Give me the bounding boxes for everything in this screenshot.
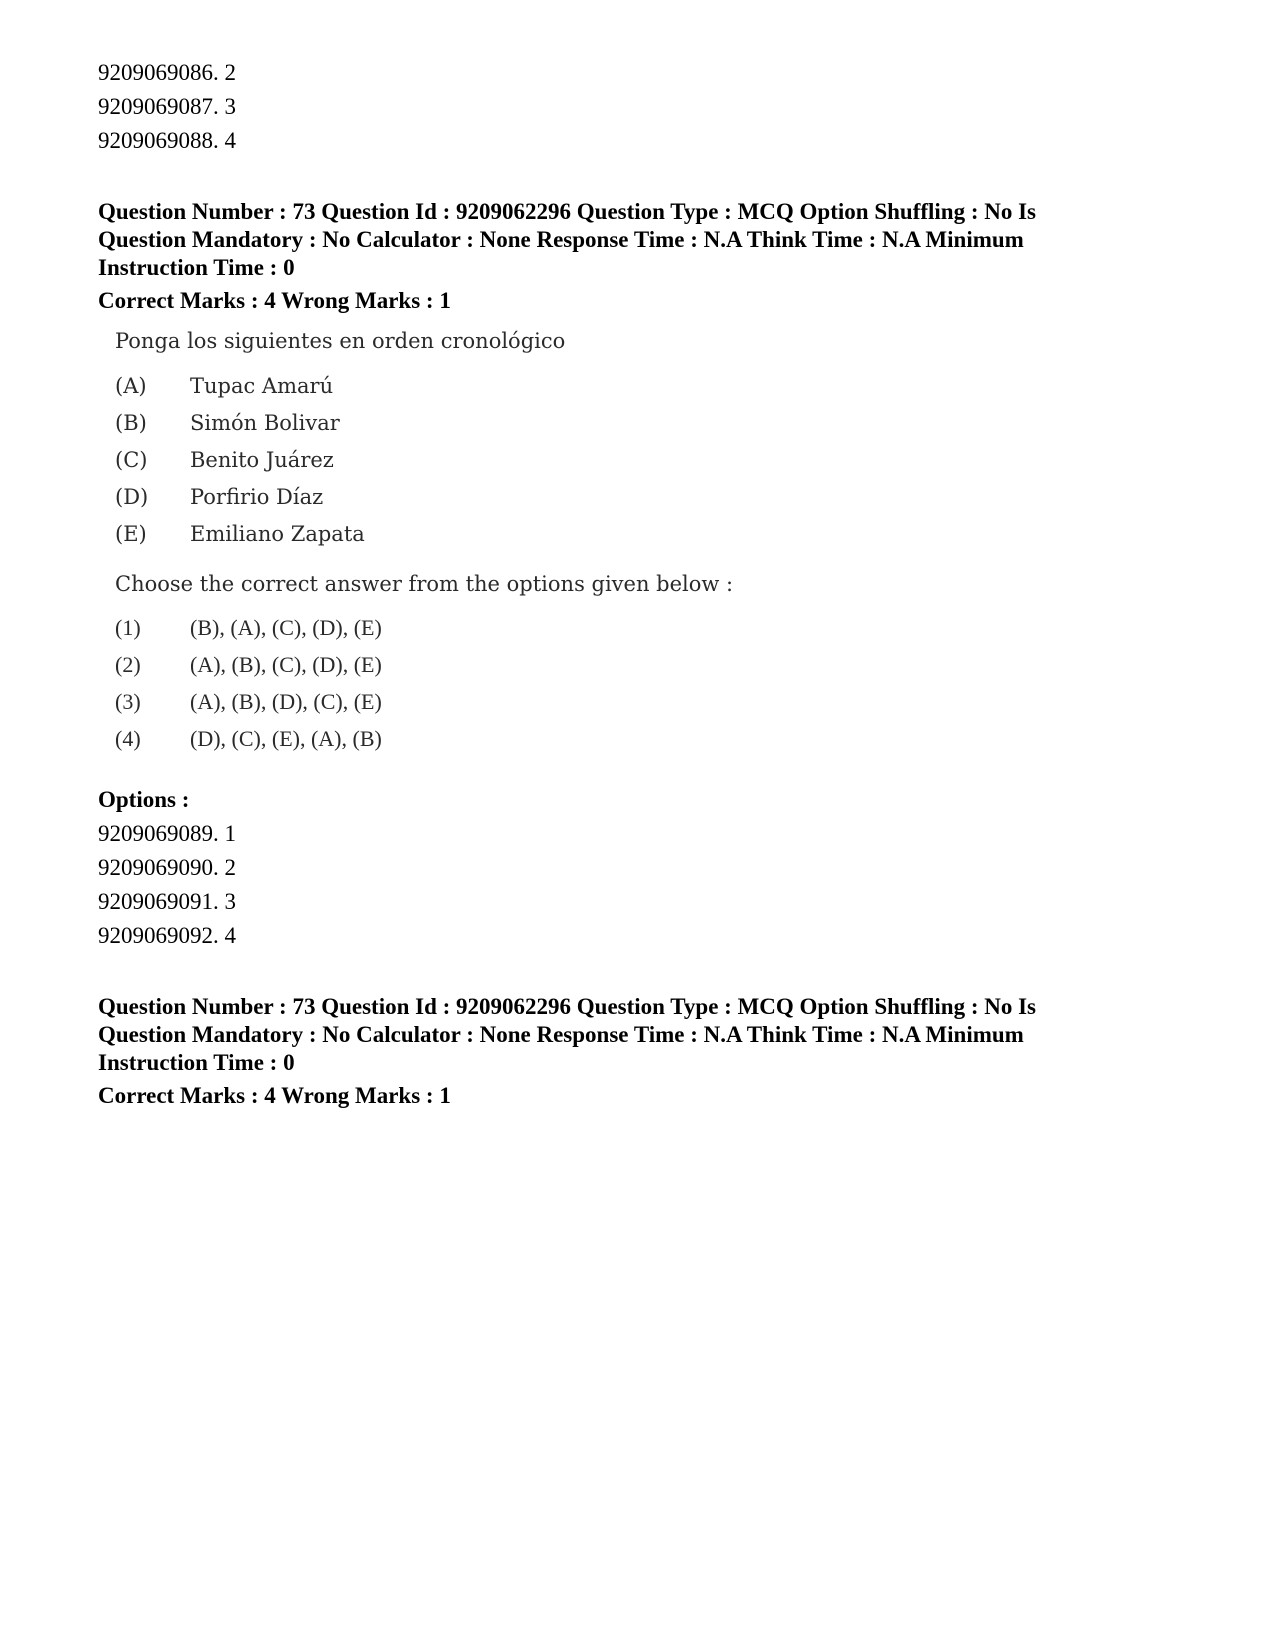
question-header	[98, 993, 1178, 1077]
answer-choice	[115, 646, 1178, 683]
marks-line: Correct Marks : 4 Wrong Marks : 1	[98, 1083, 451, 1108]
option-line: 9209069088. 4	[98, 128, 236, 153]
list-item	[115, 516, 1178, 553]
answer-text: (D), (C), (E), (A), (B)	[190, 726, 382, 751]
answer-key: (4)	[115, 726, 141, 751]
question-header-line: Instruction Time : 0	[98, 255, 295, 280]
options-list	[98, 817, 1178, 953]
answer-text: (A), (B), (C), (D), (E)	[190, 652, 382, 677]
list-item	[115, 405, 1178, 442]
answer-instruction: Choose the correct answer from the options given below :	[115, 572, 734, 596]
options-label: Options :	[98, 787, 190, 812]
answer-text: (A), (B), (D), (C), (E)	[190, 689, 382, 714]
answer-choice	[115, 609, 1178, 646]
list-item	[115, 442, 1178, 479]
list-item	[115, 479, 1178, 516]
item-key: (B)	[115, 411, 147, 435]
item-text: Tupac Amarú	[190, 374, 334, 398]
item-text: Benito Juárez	[190, 448, 334, 472]
question-header-line: Question Mandatory : No Calculator : None Response Time : N.A Think Time : N.A Minimum	[98, 1022, 1024, 1047]
answer-key: (3)	[115, 689, 141, 714]
previous-options-list	[98, 56, 1178, 158]
answer-text: (B), (A), (C), (D), (E)	[190, 615, 382, 640]
list-item	[115, 368, 1178, 405]
marks-line: Correct Marks : 4 Wrong Marks : 1	[98, 288, 451, 313]
question-header	[98, 198, 1178, 282]
option-line: 9209069092. 4	[98, 923, 236, 948]
question-prompt: Ponga los siguientes en orden cronológico	[115, 329, 566, 353]
answer-choice	[115, 720, 1178, 757]
question-header-line: Instruction Time : 0	[98, 1050, 295, 1075]
item-key: (A)	[115, 374, 147, 398]
item-key: (D)	[115, 485, 149, 509]
document-page	[98, 56, 1178, 1113]
item-key: (E)	[115, 522, 147, 546]
item-text: Simón Bolivar	[190, 411, 340, 435]
question-header-line: Question Number : 73 Question Id : 9209062296 Question Type : MCQ Option Shuffling : No Is	[98, 199, 1037, 224]
item-text: Porfirio Díaz	[190, 485, 324, 509]
question-header-line: Question Mandatory : No Calculator : None Response Time : N.A Think Time : N.A Minimum	[98, 227, 1024, 252]
question-body	[115, 326, 1178, 757]
question-header-line: Question Number : 73 Question Id : 9209062296 Question Type : MCQ Option Shuffling : No Is	[98, 994, 1037, 1019]
option-line: 9209069087. 3	[98, 94, 236, 119]
option-line: 9209069089. 1	[98, 821, 236, 846]
option-line: 9209069086. 2	[98, 60, 236, 85]
option-line: 9209069090. 2	[98, 855, 236, 880]
answer-choice	[115, 683, 1178, 720]
answer-key: (2)	[115, 652, 141, 677]
option-line: 9209069091. 3	[98, 889, 236, 914]
item-text: Emiliano Zapata	[190, 522, 365, 546]
answer-key: (1)	[115, 615, 141, 640]
item-key: (C)	[115, 448, 148, 472]
